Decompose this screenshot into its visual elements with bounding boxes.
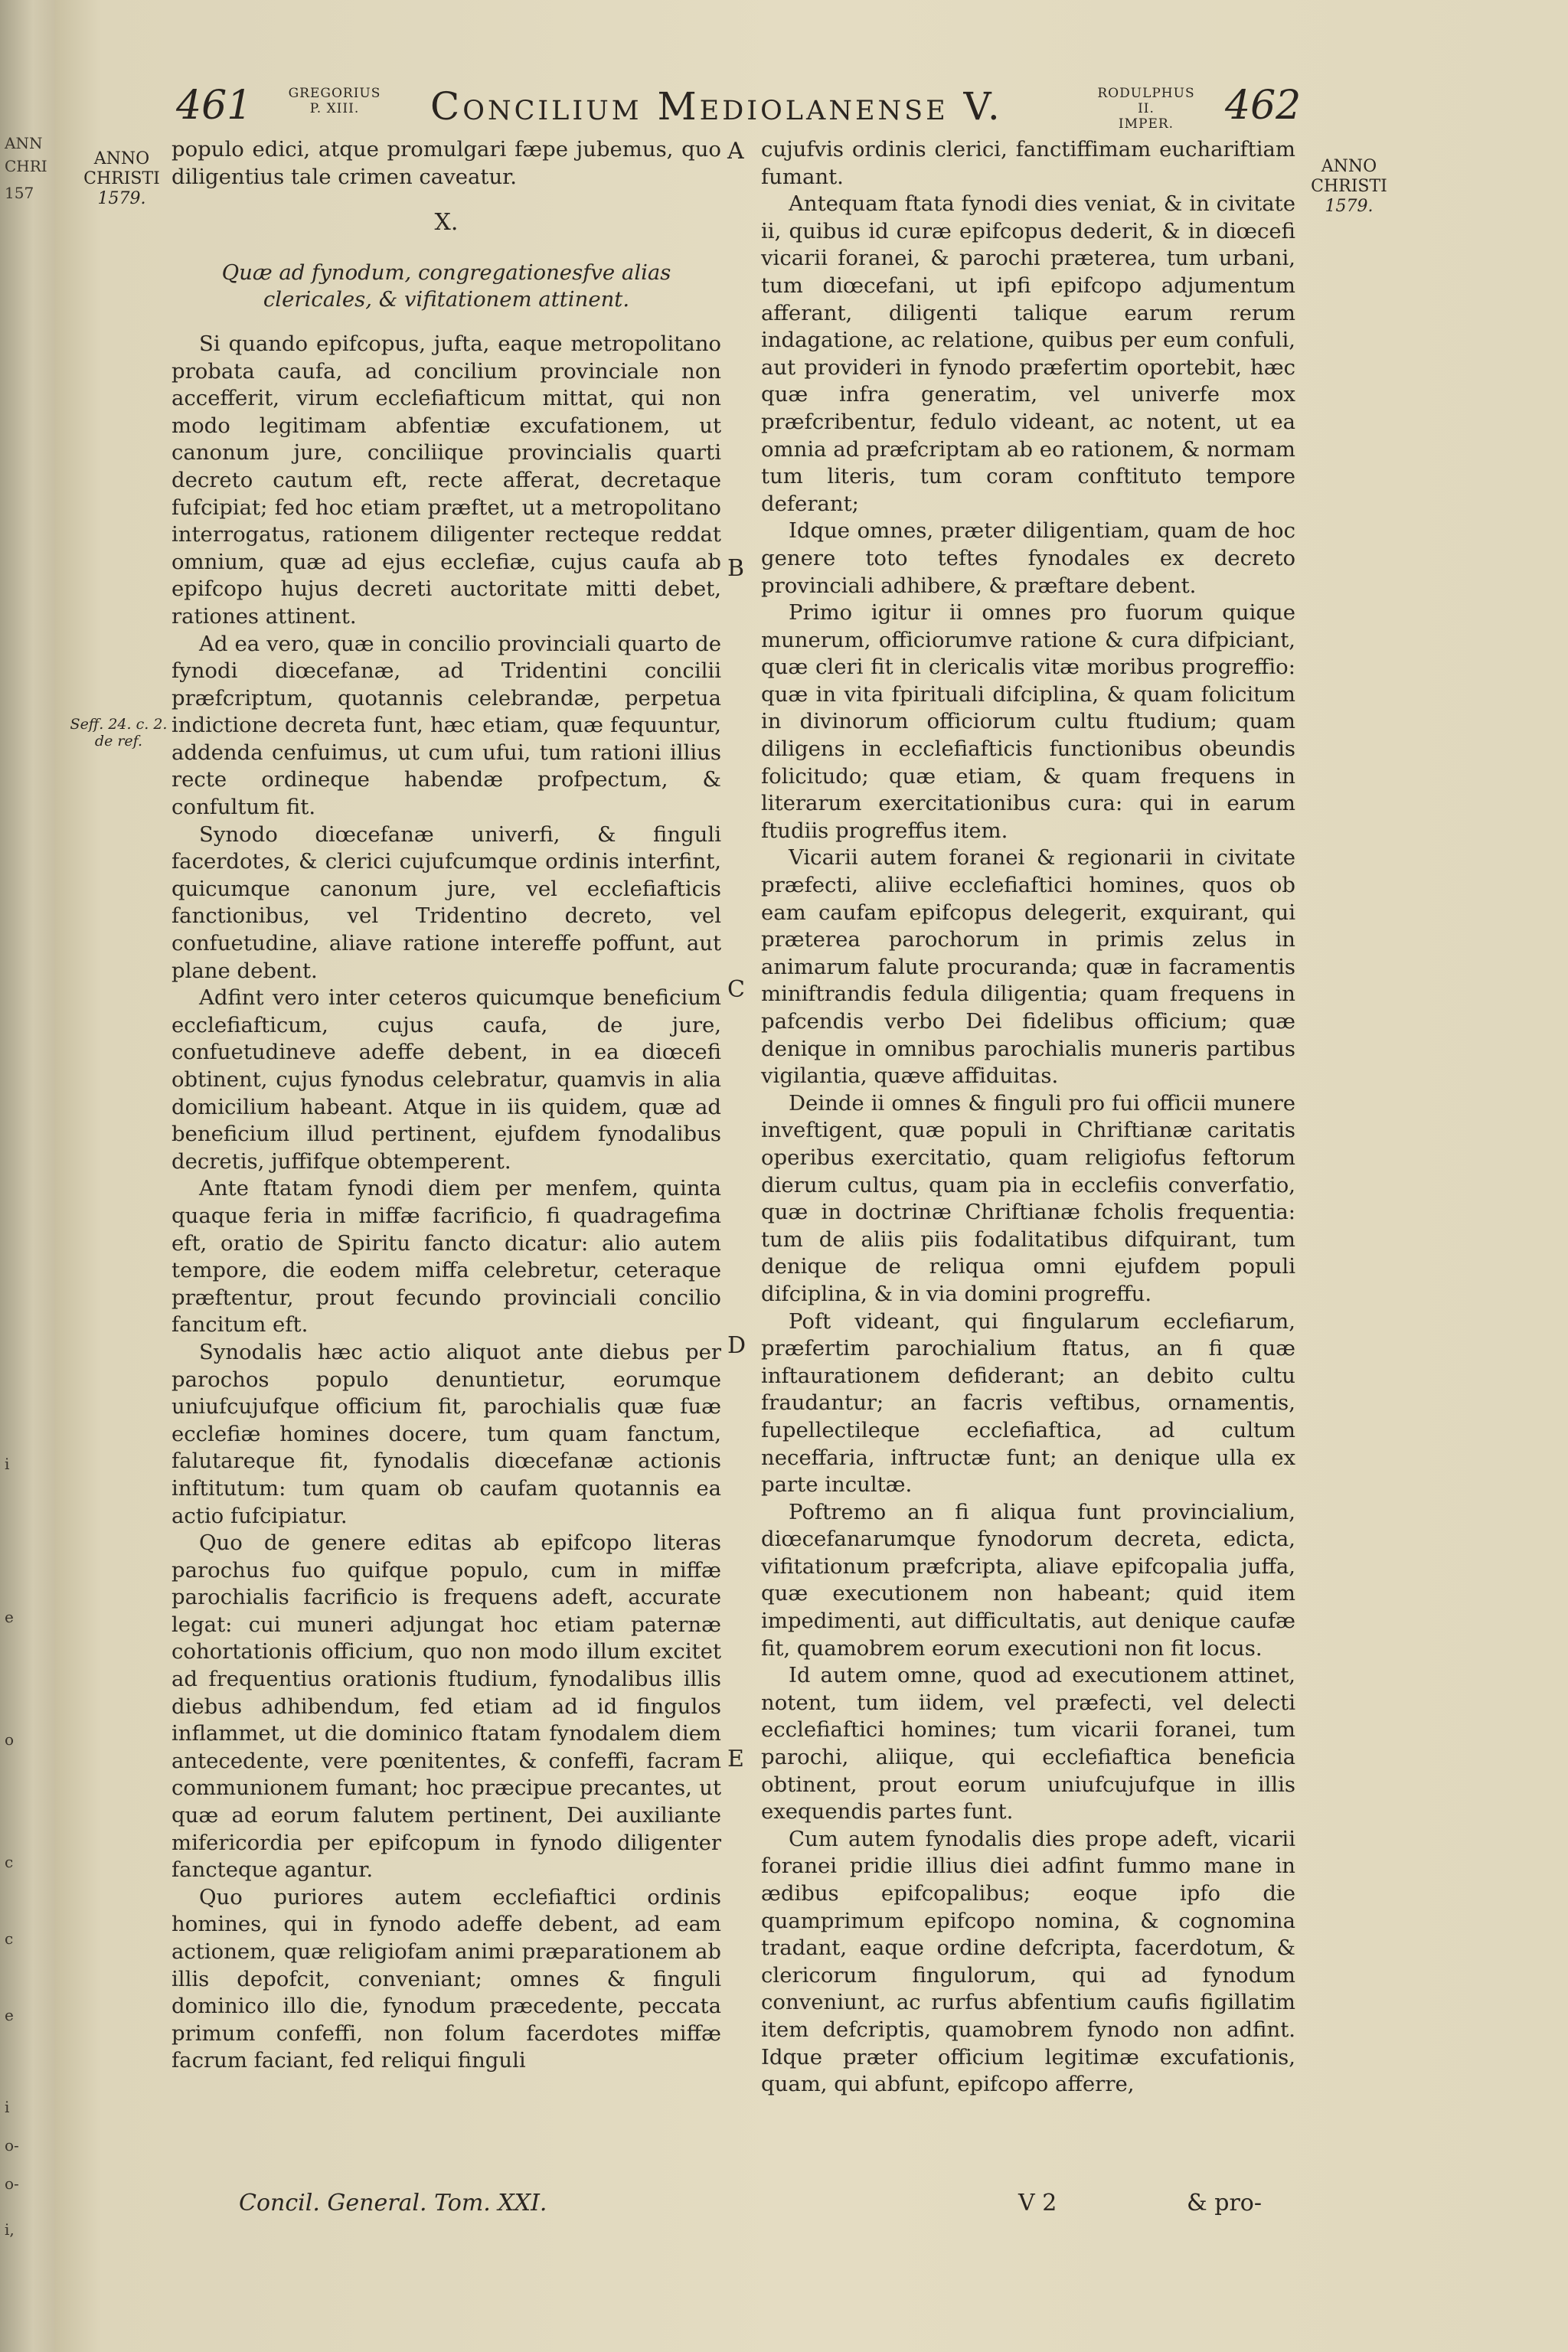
previous-page-fragment: o- bbox=[5, 2136, 19, 2154]
right-text-column bbox=[761, 136, 1295, 2099]
previous-page-fragment: i, bbox=[5, 2220, 15, 2239]
previous-page-fragment: o- bbox=[5, 2174, 19, 2193]
header-pope-name: GREGORIUS bbox=[288, 86, 381, 101]
header-pope-number: P. XIII. bbox=[309, 101, 360, 116]
previous-page-fragment: o bbox=[5, 1730, 15, 1749]
margin-year: 1579. bbox=[97, 189, 146, 208]
previous-page-edge bbox=[0, 0, 55, 2352]
header-emperor bbox=[1089, 86, 1204, 132]
previous-page-fragment: e bbox=[5, 2006, 14, 2024]
left-paragraph: Synodo diœcefanæ univerfi, & finguli facerdotes, & clerici cujufcumque ordinis interfint, quicumque canonum jure, vel ecclefiafticis fanctionibus, vel Tridentino decreto, vel confuetudine, aliave ratione intereffe poffunt, aut plane debent. bbox=[172, 822, 721, 983]
right-paragraph: Id autem omne, quod ad executionem attinet, notent, tum iidem, vel præfecti, vel delecti ecclefiaftici homines; tum vicarii foranei, tum parochi, aliique, qui ecclefiaftica beneficia obtinent, prout eorum uniufcujufque in illis exequendis partes funt. bbox=[761, 1663, 1295, 1824]
left-paragraph: Quo de genere editas ab epifcopo literas parochus fuo quifque populo, cum in miffæ parochialis facrificio is frequens adeft, accurate legat: cui muneri adjungat hoc etiam paternæ cohortationis officium, quo non modo illum excitet ad frequentius orationis ftudium, fynodalibus illis diebus adhibendum, fed etiam ad id fingulos inflammet, ut die dominico ftatam fynodalem diem antecedente, vere pœnitentes, & confeffi, facram communionem fumant; hoc præcipue precantes, ut quæ ad eorum falutem pertinent, Dei auxiliante mifericordia per epifcopum in fynodo diligenter fancteque agantur. bbox=[172, 1530, 721, 1883]
document-page bbox=[55, 0, 1568, 2352]
header-emperor-title: IMPER. bbox=[1118, 116, 1174, 132]
running-header bbox=[55, 77, 1568, 138]
left-intro: populo edici, atque promulgari fæpe jubemus, quo diligentius tale crimen caveatur. bbox=[172, 137, 721, 189]
margin-christi: CHRISTI bbox=[1311, 177, 1387, 196]
page-number-right: 462 bbox=[1225, 83, 1302, 129]
header-emperor-name: RODULPHUS II. bbox=[1097, 86, 1195, 116]
previous-page-fragment: c bbox=[5, 1929, 14, 1948]
margin-christi: CHRISTI bbox=[83, 169, 160, 188]
section-letter-e: E bbox=[727, 1746, 744, 1772]
left-paragraph: Ante ftatam fynodi diem per menfem, quinta quaque feria in miffæ facrificio, fi quadragefima eft, oratio de Spiritu fancto dicatur: alio autem tempore, die eodem miffa celebretur, ceteraque præftentur, prout fecundo provinciali concilio fancitum eft. bbox=[172, 1176, 721, 1338]
chapter-number: X. bbox=[434, 209, 459, 237]
left-paragraph: Si quando epifcopus, jufta, eaque metropolitano probata caufa, ad concilium provinciale non accefferit, virum ecclefiafticum mittat, qui non modo legitimam abfentiæ excufationem, ut canonum jure, conciliique provincialis quarti decreto cautum eft, recte afferat, decretaque fufcipiat; fed hoc etiam præftet, ut a metropolitano interrogatus, rationem diligenter recteque reddat omnium, quæ ad ejus ecclefiæ, cujus caufa ab epifcopo hujus decreti auctoritate mitti debet, rationes attinent. bbox=[172, 331, 721, 629]
header-pope bbox=[285, 86, 384, 116]
right-paragraph: Idque omnes, præter diligentiam, quam de hoc genere toto teftes fynodales ex decreto provinciali adhibere, & præftare debent. bbox=[761, 518, 1295, 598]
margin-year: 1579. bbox=[1325, 197, 1374, 216]
margin-anno: ANNO bbox=[1321, 157, 1377, 176]
previous-page-fragment: CHRI bbox=[5, 157, 47, 175]
footer-volume bbox=[239, 2190, 547, 2216]
right-paragraph: Primo igitur ii omnes pro fuorum quique munerum, officiorumve ratione & cura difpiciant, quæ cleri fit in clericalis vitæ moribus progreffio: quæ in vita fpirituali difciplina, & quam folicitum in divinorum officiorum cultu ftudium; quam diligens in ecclefiafticis functionibus obeundis folicitudo; quæ etiam, & quam frequens in literarum exercitationibus cura: qui in earum ftudiis progreffus item. bbox=[761, 600, 1295, 843]
margin-reference-chapter: de ref. bbox=[94, 733, 143, 750]
header-title: Concilium Mediolanense V. bbox=[430, 84, 1003, 129]
left-paragraph: Ad ea vero, quæ in concilio provinciali quarto de fynodi diœcefanæ, ad Tridentini concilii præfcriptum, quotannis celebrandæ, perpetua indictione decreta funt, hæc etiam, quæ fequuntur, addenda cenfuimus, ut cum ufui, tum rationi illius recte ordineque habendæ profpectum, & confultum fit. bbox=[172, 631, 721, 820]
right-paragraph: Vicarii autem foranei & regionarii in civitate præfecti, aliive ecclefiaftici homines, quos ob eam caufam epifcopus delegerit, exquirant, qui præterea parochorum in primis zelus in animarum falute procuranda; quæ in facramentis miniftrandis fedula diligentia; quam frequens in pafcendis verbo Dei fidelibus officium; quæ denique in omnibus parochialis muneris partibus vigilantia, quæve affiduitas. bbox=[761, 845, 1295, 1089]
right-paragraph: Antequam ftata fynodi dies veniat, & in civitate ii, quibus id curæ epifcopus dederit, & in diœcefi vicarii foranei, & parochi præterea, tum urbani, tum diœcefani, ut ipfi epifcopo adjumentum afferant, diligenti talique earum rerum indagatione, ac relatione, quibus per eum confuli, aut provideri in fynodo præfertim oportebit, hæc quæ infra generatim, vel univerfe mox præfcribentur, fedulo videant, ac notent, ut ea omnia ad præfcriptam ab eo rationem, & normam tum literis, tum coram conftituto tempore deferant; bbox=[761, 191, 1295, 516]
right-paragraph: Poftremo an fi aliqua funt provincialium, diœcefanarumque fynodorum decreta, edicta, vifitationum præfcripta, aliave epifcopalia juffa, quæ executionem non habeant; quid item impedimenti, aut difficultatis, aut denique caufæ fit, quamobrem eorum executioni non fit locus. bbox=[761, 1499, 1295, 1661]
left-paragraph: Quo puriores autem ecclefiaftici ordinis homines, qui in fynodo adeffe debent, ad eam actionem, quæ religiofam animi præparationem ab illis depofcit, conveniant; omnes & finguli dominico illo die, fynodum præcedente, peccata primum confeffi, non folum facerdotes miffæ facrum faciant, fed reliqui finguli bbox=[172, 1884, 721, 2073]
previous-page-fragment: e bbox=[5, 1608, 14, 1626]
section-letter-a: A bbox=[727, 138, 744, 165]
previous-page-fragment: 157 bbox=[5, 184, 34, 202]
footer-volume-text: Concil. General. Tom. XXI. bbox=[239, 2190, 547, 2216]
previous-page-fragment: ANN bbox=[5, 134, 43, 152]
right-margin-year bbox=[1295, 157, 1403, 217]
right-intro: cujufvis ordinis clerici, fanctiffimam euchariftiam fumant. bbox=[761, 137, 1295, 189]
section-letter-d: D bbox=[727, 1332, 746, 1359]
chapter-subtitle: Quæ ad fynodum, congregationesfve alias clericales, & vifitationem attinent. bbox=[221, 260, 671, 312]
footer-catchword: & pro- bbox=[1187, 2190, 1262, 2216]
margin-anno: ANNO bbox=[93, 149, 150, 168]
margin-reference-session: Seff. 24. c. 2. bbox=[70, 716, 168, 733]
section-letter-c: C bbox=[727, 976, 745, 1003]
left-paragraph: Synodalis hæc actio aliquot ante diebus per parochos populo denuntietur, eorumque uniufcujufque officium fit, parochialis quæ fuæ ecclefiæ homines docere, tum quam fanctum, falutareque fit, fynodalis diœcefanæ actionis inftitutum: tum quam ob caufam quotannis ea actio fufcipiatur. bbox=[172, 1339, 721, 1528]
left-margin-year bbox=[72, 149, 172, 209]
right-paragraph: Cum autem fynodalis dies prope adeft, vicarii foranei pridie illius diei adfint fummo mane in ædibus epifcopalibus; eoque ipfo die quamprimum epifcopo nomina, & cognomina tradant, eaque ordine defcripta, facerdotum, & clericorum fingulorum, qui ad fynodum conveniunt, ac rurfus abfentium caufis figillatim item defcriptis, quamobrem fynodo non adfint. Idque præter officium legitimæ excufationis, quam, qui abfunt, epifcopo afferre, bbox=[761, 1826, 1295, 2097]
right-paragraph: Deinde ii omnes & finguli pro fui officii munere inveftigent, quæ populi in Chriftianæ caritatis operibus exercitatio, quam religiofus feftorum dierum cultus, quam pia in ecclefiis converfatio, quæ in doctrinæ Chriftianæ fcholis frequentia: tum de aliis piis fodalitatibus difquirant, tum denique de reliqua omni ejufdem populi difciplina, & in via domini progreffu. bbox=[761, 1090, 1295, 1306]
footer-signature: V 2 bbox=[1018, 2190, 1057, 2216]
right-paragraph: Poft videant, qui fingularum ecclefiarum, præfertim parochialium ftatus, an fi quæ inftaurationem defiderant; an debito cultu fraudantur; an facris veftibus, ornamentis, fupellectileque ecclefiaftica, ad cultum neceffaria, inftructæ funt; an denique ulla ex parte incultæ. bbox=[761, 1308, 1295, 1498]
left-paragraph: Adfint vero inter ceteros quicumque beneficium ecclefiafticum, cujus caufa, de jure, confuetudineve adeffe debent, in ea diœcefi obtinent, cujus fynodus celebratur, quamvis in alia domicilium habeant. Atque in iis quidem, quæ ad beneficium illud pertinent, ejufdem fynodalibus decretis, juffifque obtemperent. bbox=[172, 985, 721, 1174]
section-letter-b: B bbox=[727, 555, 745, 582]
previous-page-fragment: i bbox=[5, 2098, 10, 2116]
previous-page-fragment: i bbox=[5, 1455, 10, 1473]
left-margin-reference bbox=[61, 716, 176, 750]
previous-page-fragment: c bbox=[5, 1853, 14, 1871]
left-text-column bbox=[172, 136, 721, 2075]
page-number-left: 461 bbox=[176, 83, 253, 129]
